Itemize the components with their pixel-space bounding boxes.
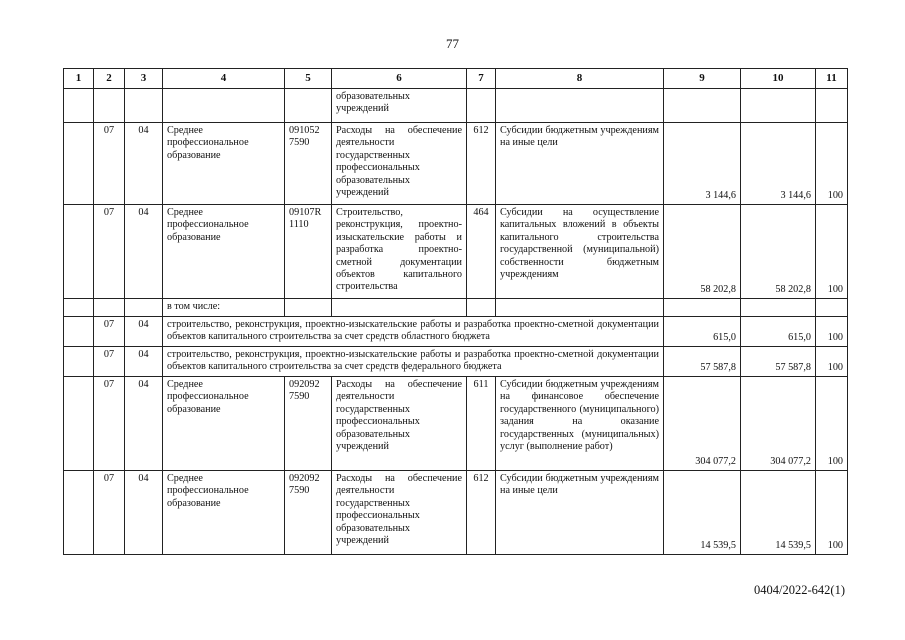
- section-name: Среднее профессиональное образование: [163, 471, 285, 555]
- table-row: [64, 205, 848, 299]
- table-row: [64, 317, 848, 347]
- cell: [816, 89, 848, 123]
- actual-amount: 57 587,8: [741, 347, 816, 377]
- target-name: Расходы на обеспечение деятельности государственных профессиональных образовательных учреждений: [332, 123, 467, 205]
- cell: [816, 299, 848, 317]
- cell: [467, 89, 496, 123]
- percent: 100: [816, 377, 848, 471]
- cell: [94, 299, 125, 317]
- cell: [741, 299, 816, 317]
- planned-amount: 3 144,6: [664, 123, 741, 205]
- subsection-code: 04: [125, 347, 163, 377]
- expense-type-code: 464: [467, 205, 496, 299]
- cell: [664, 299, 741, 317]
- expense-type-code: 612: [467, 471, 496, 555]
- cell: [64, 299, 94, 317]
- section-code: 07: [94, 377, 125, 471]
- including-description: строительство, реконструкция, проектно-изыскательские работы и разработка проектно-сметной документации объектов капитального строительства за счет средств областного бюджета: [163, 317, 664, 347]
- table-row: [64, 471, 848, 555]
- cell: [467, 299, 496, 317]
- section-code: 07: [94, 471, 125, 555]
- percent: 100: [816, 123, 848, 205]
- cell: [64, 123, 94, 205]
- header-cell: 3: [125, 69, 163, 89]
- expense-type-name: Субсидии на осуществление капитальных вложений в объекты капитального строительства государственной (муниципальной) собственности бюджетным учреждениям: [496, 205, 664, 299]
- expense-type-name: Субсидии бюджетным учреждениям на иные цели: [496, 471, 664, 555]
- percent: 100: [816, 347, 848, 377]
- cell: [125, 299, 163, 317]
- table-row: [64, 89, 848, 123]
- section-name: Среднее профессиональное образование: [163, 205, 285, 299]
- budget-table: [63, 68, 848, 555]
- actual-amount: 304 077,2: [741, 377, 816, 471]
- target-code: 092092 7590: [285, 377, 332, 471]
- header-cell: 9: [664, 69, 741, 89]
- target-name: Расходы на обеспечение деятельности государственных профессиональных образовательных учреждений: [332, 471, 467, 555]
- cell: [664, 89, 741, 123]
- cell: [64, 317, 94, 347]
- section-code: 07: [94, 123, 125, 205]
- table-row: [64, 123, 848, 205]
- cell: [163, 89, 285, 123]
- header-cell: 5: [285, 69, 332, 89]
- header-cell: 2: [94, 69, 125, 89]
- subheading: в том числе:: [163, 299, 285, 317]
- section-code: 07: [94, 347, 125, 377]
- actual-amount: 58 202,8: [741, 205, 816, 299]
- section-code: 07: [94, 317, 125, 347]
- cell: [64, 205, 94, 299]
- header-cell: 1: [64, 69, 94, 89]
- section-name: Среднее профессиональное образование: [163, 377, 285, 471]
- planned-amount: 615,0: [664, 317, 741, 347]
- table-row: [64, 377, 848, 471]
- expense-type-name: Субсидии бюджетным учреждениям на финансовое обеспечение государственного (муниципального) задания на оказание государственных (муниципальных) услуг (выполнение работ): [496, 377, 664, 471]
- actual-amount: 615,0: [741, 317, 816, 347]
- cell: [64, 377, 94, 471]
- including-description: строительство, реконструкция, проектно-изыскательские работы и разработка проектно-сметной документации объектов капитального строительства за счет средств федерального бюджета: [163, 347, 664, 377]
- cell: образовательных учреждений: [332, 89, 467, 123]
- header-cell: 4: [163, 69, 285, 89]
- table-row: [64, 347, 848, 377]
- planned-amount: 57 587,8: [664, 347, 741, 377]
- page-number: 77: [446, 36, 459, 51]
- cell: [741, 89, 816, 123]
- target-code: 09107R 1110: [285, 205, 332, 299]
- planned-amount: 304 077,2: [664, 377, 741, 471]
- subsection-code: 04: [125, 471, 163, 555]
- percent: 100: [816, 471, 848, 555]
- expense-type-name: Субсидии бюджетным учреждениям на иные цели: [496, 123, 664, 205]
- cell: [496, 299, 664, 317]
- section-name: Среднее профессиональное образование: [163, 123, 285, 205]
- subsection-code: 04: [125, 317, 163, 347]
- subsection-code: 04: [125, 377, 163, 471]
- header-cell: 10: [741, 69, 816, 89]
- percent: 100: [816, 205, 848, 299]
- cell: [64, 89, 94, 123]
- subheading-row: [64, 299, 848, 317]
- cell: [64, 347, 94, 377]
- cell: [285, 89, 332, 123]
- subsection-code: 04: [125, 205, 163, 299]
- actual-amount: 3 144,6: [741, 123, 816, 205]
- cell: [332, 299, 467, 317]
- planned-amount: 58 202,8: [664, 205, 741, 299]
- document-code: 0404/2022-642(1): [754, 583, 845, 597]
- cell: [285, 299, 332, 317]
- header-cell: 11: [816, 69, 848, 89]
- cell: [125, 89, 163, 123]
- target-code: 091052 7590: [285, 123, 332, 205]
- header-cell: 6: [332, 69, 467, 89]
- cell: [64, 471, 94, 555]
- header-cell: 8: [496, 69, 664, 89]
- target-code: 092092 7590: [285, 471, 332, 555]
- cell: [496, 89, 664, 123]
- actual-amount: 14 539,5: [741, 471, 816, 555]
- header-row: [64, 69, 848, 89]
- percent: 100: [816, 317, 848, 347]
- target-name: Расходы на обеспечение деятельности государственных профессиональных образовательных учреждений: [332, 377, 467, 471]
- cell: [94, 89, 125, 123]
- expense-type-code: 611: [467, 377, 496, 471]
- expense-type-code: 612: [467, 123, 496, 205]
- planned-amount: 14 539,5: [664, 471, 741, 555]
- header-cell: 7: [467, 69, 496, 89]
- target-name: Строительство, реконструкция, проектно-изыскательские работы и разработка проектно-сметной документации объектов капитального строительства: [332, 205, 467, 299]
- section-code: 07: [94, 205, 125, 299]
- subsection-code: 04: [125, 123, 163, 205]
